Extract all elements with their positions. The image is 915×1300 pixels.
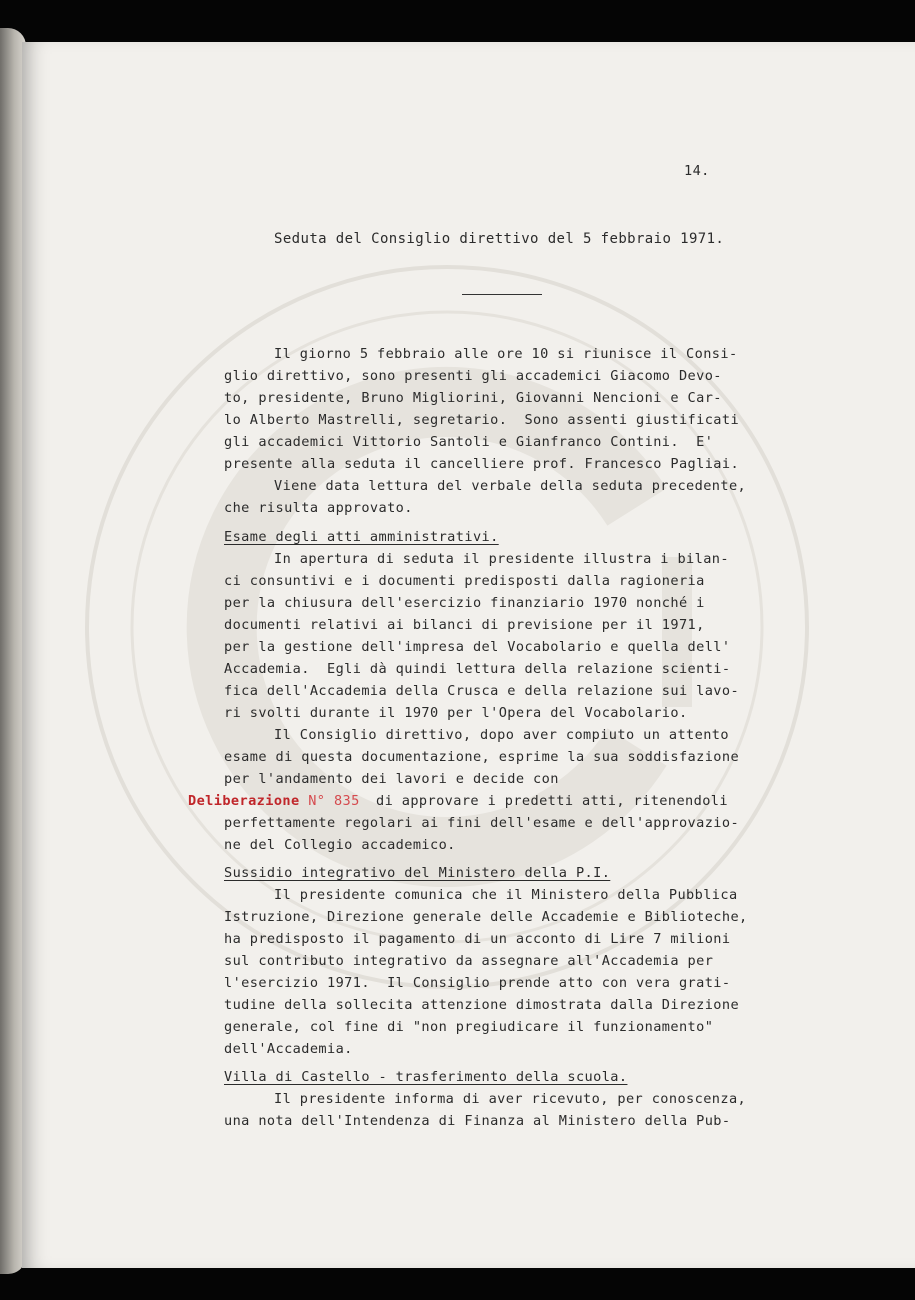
section-heading: Sussidio integrativo del Ministero della P.I.	[224, 865, 611, 881]
paragraph-line: Il presidente comunica che il Ministero della Pubblica	[274, 887, 738, 903]
margin-note-deliberazione	[188, 790, 360, 812]
paragraph-line: fica dell'Accademia della Crusca e della relazione sui lavo-	[224, 683, 740, 699]
paragraph-line: glio direttivo, sono presenti gli accademici Giacomo Devo-	[224, 368, 722, 384]
paragraph-line: Istruzione, Direzione generale delle Accademie e Biblioteche,	[224, 909, 748, 925]
paragraph-line: che risulta approvato.	[224, 500, 413, 516]
paragraph-line: ha predisposto il pagamento di un acconto di Lire 7 milioni	[224, 931, 731, 947]
paragraph-line: Il presidente informa di aver ricevuto, per conoscenza,	[274, 1091, 747, 1107]
paragraph-line: per la gestione dell'impresa del Vocabolario e quella dell'	[224, 639, 731, 655]
paragraph-line: In apertura di seduta il presidente illustra i bilan-	[274, 551, 729, 567]
section-heading: Villa di Castello - trasferimento della scuola.	[224, 1069, 628, 1085]
paragraph-line: Viene data lettura del verbale della seduta precedente,	[274, 478, 747, 494]
paragraph-line: tudine della sollecita attenzione dimostrata dalla Direzione	[224, 997, 740, 1013]
margin-note-number: N° 835	[308, 793, 360, 809]
paragraph-line: una nota dell'Intendenza di Finanza al Ministero della Pub-	[224, 1113, 731, 1129]
paragraph-line: esame di questa documentazione, esprime la sua soddisfazione	[224, 749, 740, 765]
paragraph-line: generale, col fine di "non pregiudicare il funzionamento"	[224, 1019, 714, 1035]
paragraph-line: lo Alberto Mastrelli, segretario. Sono assenti giustificati	[224, 412, 740, 428]
title-divider	[462, 294, 542, 295]
paragraph-line: ci consuntivi e i documenti predisposti dalla ragioneria	[224, 573, 705, 589]
paragraph-line: l'esercizio 1971. Il Consiglio prende atto con vera grati-	[224, 975, 731, 991]
paragraph-line: presente alla seduta il cancelliere prof. Francesco Pagliai.	[224, 456, 740, 472]
paragraph-line: Il Consiglio direttivo, dopo aver compiuto un attento	[274, 727, 729, 743]
paragraph-line: perfettamente regolari ai fini dell'esame e dell'approvazio-	[224, 815, 740, 831]
paragraph-line: dell'Accademia.	[224, 1041, 353, 1057]
paragraph-line: ne del Collegio accademico.	[224, 837, 456, 853]
paragraph-line: per la chiusura dell'esercizio finanziario 1970 nonché i	[224, 595, 705, 611]
section-heading: Esame degli atti amministrativi.	[224, 529, 499, 545]
paragraph-line: to, presidente, Bruno Migliorini, Giovanni Nencioni e Car-	[224, 390, 722, 406]
margin-note-label: Deliberazione	[188, 793, 300, 809]
paragraph-line: di approvare i predetti atti, ritenendoli	[376, 793, 728, 809]
paragraph-line: gli accademici Vittorio Santoli e Gianfranco Contini. E'	[224, 434, 714, 450]
paragraph-line: per l'andamento dei lavori e decide con	[224, 771, 559, 787]
document-page	[22, 42, 915, 1268]
paragraph-line: sul contributo integrativo da assegnare all'Accademia per	[224, 953, 714, 969]
page-number: 14.	[684, 163, 710, 179]
paragraph-line: documenti relativi ai bilanci di previsione per il 1971,	[224, 617, 705, 633]
paragraph-line: ri svolti durante il 1970 per l'Opera del Vocabolario.	[224, 705, 688, 721]
document-text	[22, 42, 915, 1268]
paragraph-line: Il giorno 5 febbraio alle ore 10 si riunisce il Consi-	[274, 346, 738, 362]
page-title: Seduta del Consiglio direttivo del 5 febbraio 1971.	[274, 231, 725, 247]
paragraph-line: Accademia. Egli dà quindi lettura della relazione scienti-	[224, 661, 731, 677]
